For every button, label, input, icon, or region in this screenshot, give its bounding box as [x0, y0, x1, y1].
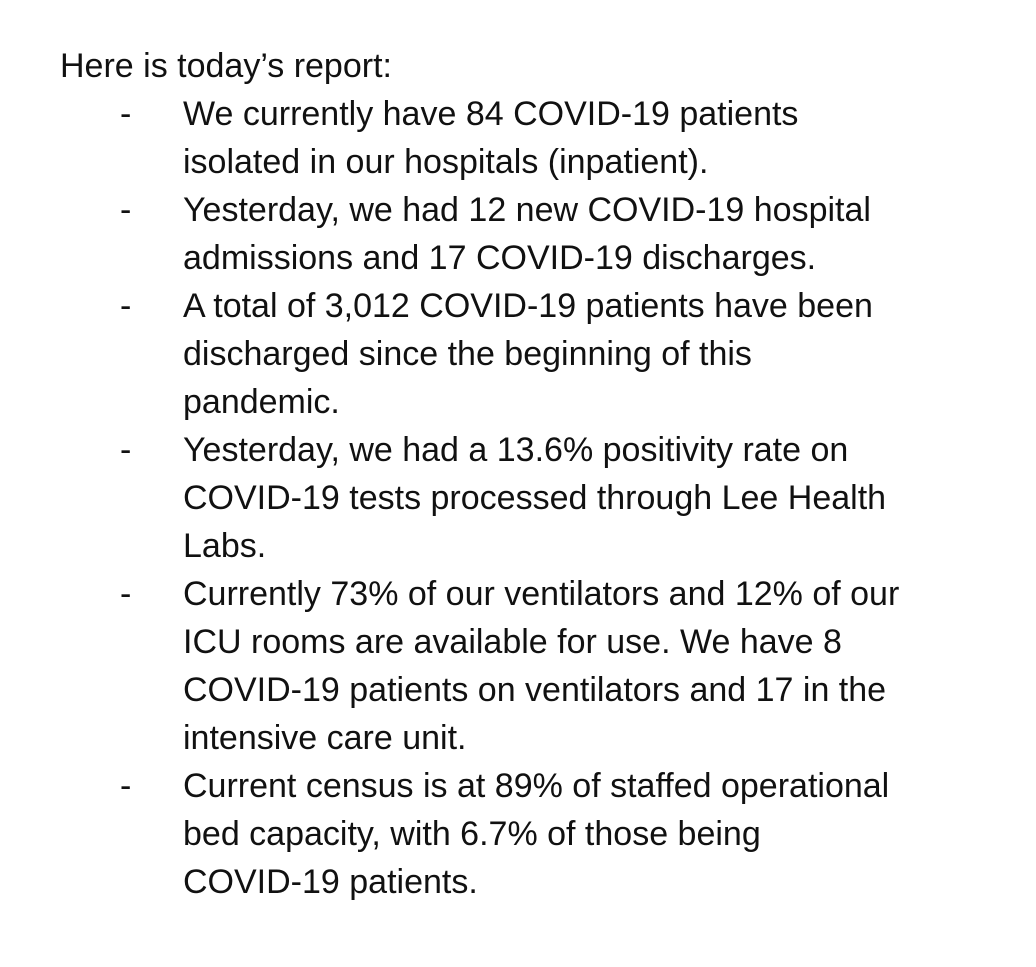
bullet-dash: -	[120, 287, 132, 325]
bullet-item-discharged-total	[0, 282, 993, 426]
bullet-text: Current census is at 89% of staffed operational bed capacity, with 6.7% of those being COVID-19 patients.	[183, 767, 890, 901]
bullet-item-census	[0, 762, 993, 906]
bullet-dash: -	[120, 431, 132, 469]
bullet-text: Currently 73% of our ventilators and 12% of our ICU rooms are available for use. We have 8 COVID-19 patients on ventilators and 17 in the intensive care unit.	[183, 575, 900, 757]
report-bullet-list	[0, 90, 993, 906]
report-intro: Here is today’s report:	[60, 47, 392, 85]
bullet-item-ventilators-icu	[0, 570, 993, 762]
bullet-item-admissions	[0, 186, 993, 282]
bullet-dash: -	[120, 95, 132, 133]
bullet-text: We currently have 84 COVID-19 patients isolated in our hospitals (inpatient).	[183, 95, 799, 181]
bullet-text: Yesterday, we had 12 new COVID-19 hospital admissions and 17 COVID-19 discharges.	[183, 191, 871, 277]
bullet-dash: -	[120, 191, 132, 229]
bullet-dash: -	[120, 575, 132, 613]
bullet-item-inpatients	[0, 90, 993, 186]
bullet-text: A total of 3,012 COVID-19 patients have been discharged since the beginning of this pandemic.	[183, 287, 873, 421]
bullet-text: Yesterday, we had a 13.6% positivity rate on COVID-19 tests processed through Lee Health Labs.	[183, 431, 887, 565]
bullet-item-positivity	[0, 426, 993, 570]
bullet-dash: -	[120, 767, 132, 805]
